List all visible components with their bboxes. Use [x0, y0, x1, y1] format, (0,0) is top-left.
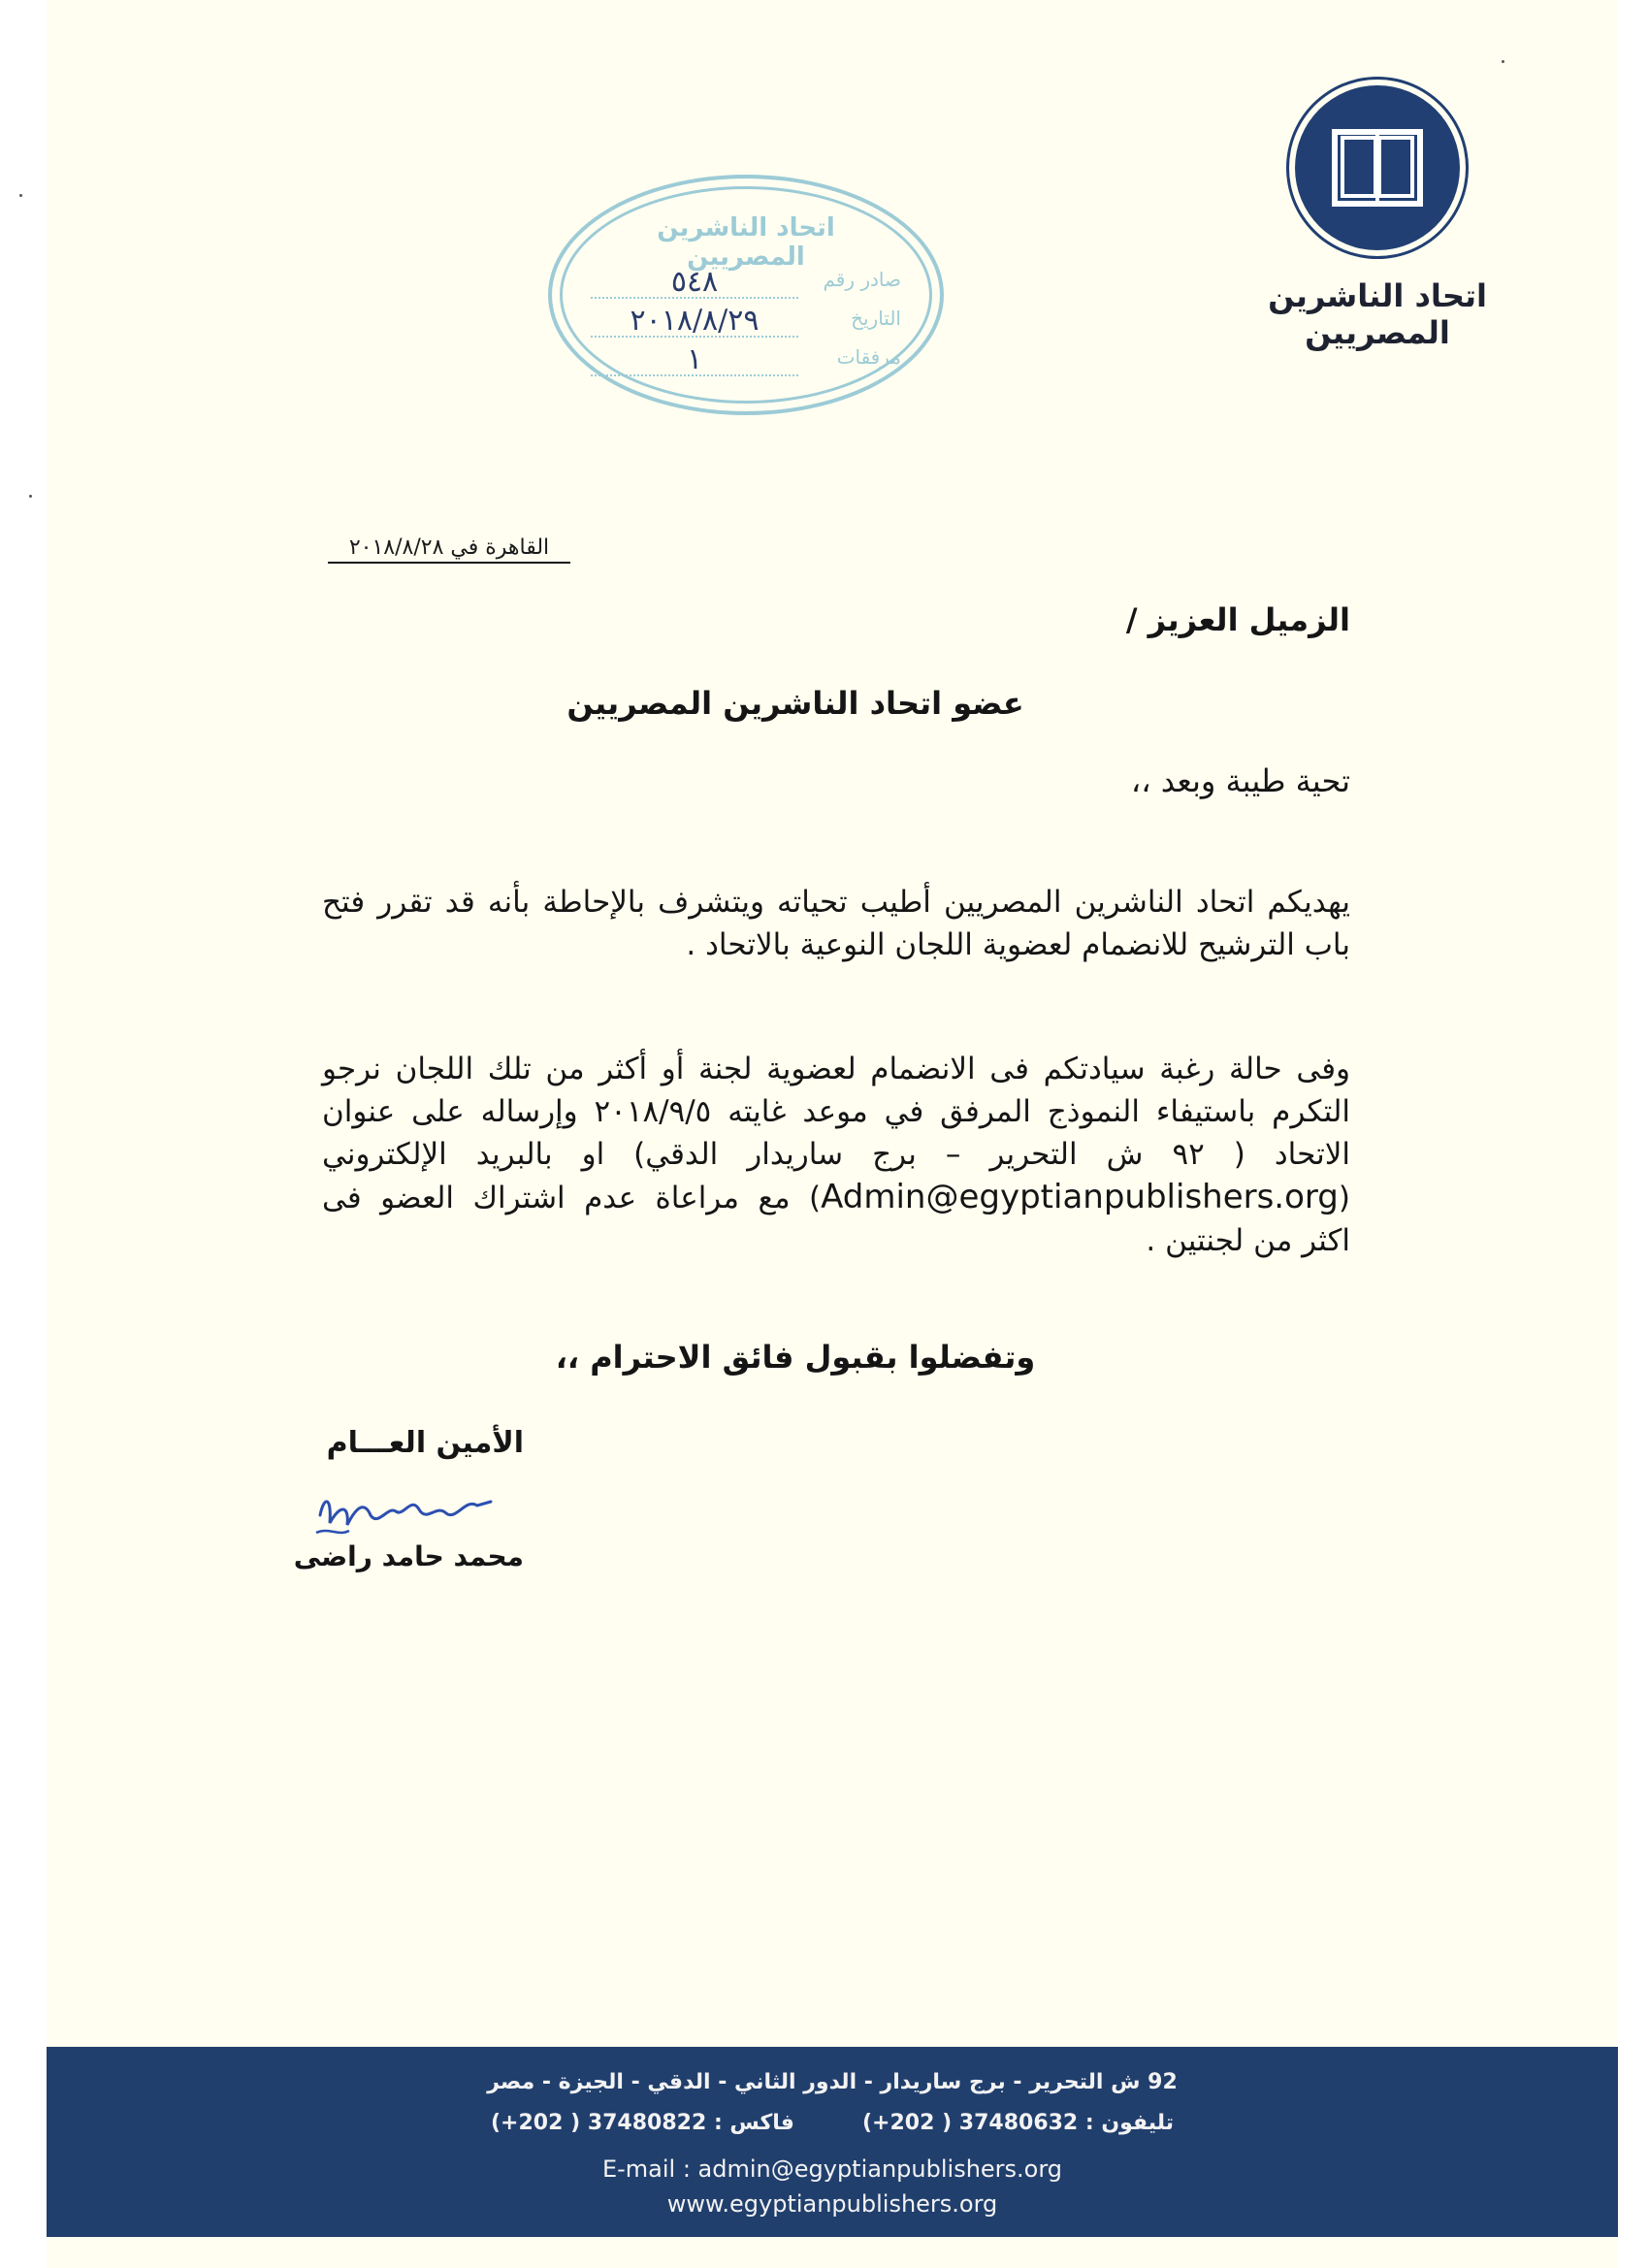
footer-email[interactable]: E-mail : admin@egyptianpublishers.org	[601, 2155, 1063, 2183]
scan-speck	[29, 495, 32, 498]
paragraph-2-part-2: ) مع مراعاة عدم اشتراك العضو فى اكثر من لجنتين .	[322, 1181, 1350, 1258]
greeting: تحية طيبة وبعد ،،	[1130, 762, 1350, 799]
stamp-attachments-value: ١	[591, 345, 798, 376]
stamp-title: اتحاد الناشرين المصريين	[657, 213, 835, 272]
closing-line	[0, 1339, 1649, 1376]
footer-address: 92 ش التحرير - برج ساريدار - الدور الثاني - الدقي - الجيزة - مصر	[487, 2070, 1178, 2094]
stamp-date-value: ٢٠١٨/٨/٢٩	[591, 307, 798, 338]
handwritten-signature	[310, 1476, 504, 1548]
signatory-title: الأمين العـــام	[326, 1426, 524, 1460]
footer-phone: تليفون : 37480632 ( 202+)	[861, 2111, 1174, 2135]
contact-email-link[interactable]: Admin@egyptianpublishers.org	[821, 1178, 1339, 1216]
paragraph-2	[322, 1048, 1350, 1262]
recipient-text: عضو اتحاد الناشرين المصريين	[566, 685, 1024, 722]
footer-phones	[47, 2111, 1618, 2135]
stamp-number-label: صادر رقم	[823, 268, 901, 291]
open-book-icon	[1329, 124, 1426, 211]
footer-website[interactable]: www.egyptianpublishers.org	[666, 2190, 998, 2218]
scan-speck	[1502, 60, 1504, 63]
stamp-attachments-label: مرفقات	[836, 345, 901, 369]
closing-text: وتفضلوا بقبول فائق الاحترام ،،	[555, 1339, 1036, 1376]
outgoing-stamp	[548, 175, 944, 415]
scan-speck	[19, 194, 22, 197]
stamp-date-label: التاريخ	[851, 307, 901, 330]
place-date: القاهرة في ٢٠١٨/٨/٢٨	[328, 535, 570, 564]
stamp-number-value: ٥٤٨	[591, 268, 798, 299]
footer-fax: فاكس : 37480822 ( 202+)	[491, 2111, 794, 2135]
signatory-name: محمد حامد راضى	[293, 1540, 524, 1572]
paragraph-1: يهديكم اتحاد الناشرين المصريين أطيب تحياته ويتشرف بالإحاطة بأنه قد تقرر فتح باب الترشيح للانضمام لعضوية اللجان النوعية بالاتحاد .	[322, 885, 1350, 962]
stamp-date-row	[591, 304, 901, 338]
stamp-attachments-row	[591, 342, 901, 376]
logo-emblem	[1295, 85, 1460, 250]
paragraph-2-part-1: وفى حالة رغبة سيادتكم فى الانضمام لعضوية لجنة أو أكثر من تلك اللجان نرجو التكرم باستيفاء النموذج المرفق في موعد غايته ٢٠١٨/٩/٥ وإرساله على عنوان الاتحاد ( ٩٢ ش التحرير – برج ساريدار الدقي) او بالبريد الإلكتروني (	[322, 1052, 1351, 1215]
salutation: الزميل العزيز /	[1125, 601, 1350, 638]
stamp-number-row	[591, 265, 901, 299]
letterhead-logo	[1212, 85, 1542, 351]
letterhead-footer	[47, 2047, 1618, 2237]
org-name: اتحاد الناشرين المصريين	[1268, 277, 1487, 351]
recipient-line	[0, 685, 1649, 722]
